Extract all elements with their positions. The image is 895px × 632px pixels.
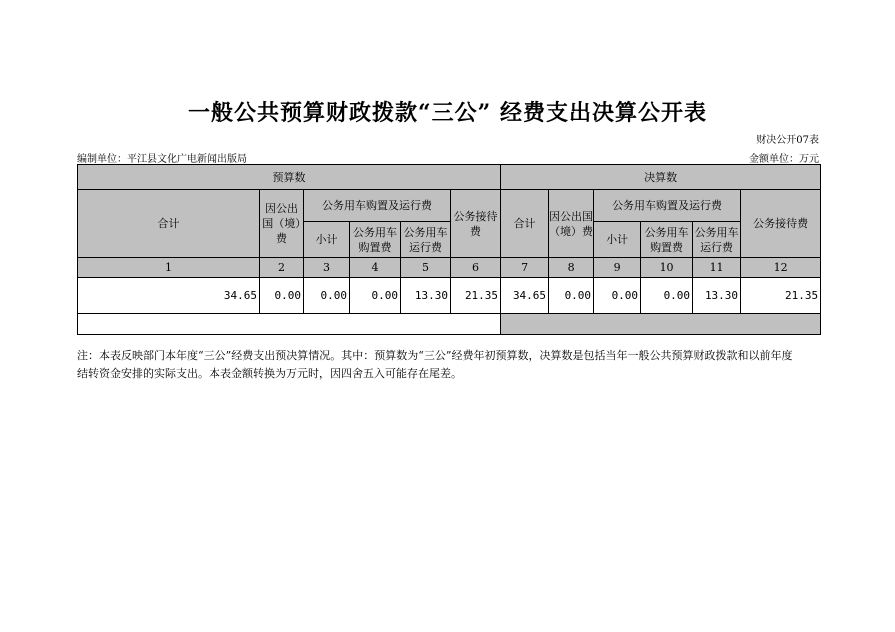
footnote: 注：本表反映部门本年度“三公”经费支出预决算情况。其中：预算数为“三公”经费年初预算数，决算数是包括当年一般公共预算财政拨款和以前年度结转资金安排的实际支出。本表金额转换为万元时，因四舍五入可能存在尾差。 bbox=[77, 349, 793, 380]
index-cell: 9 bbox=[594, 258, 641, 278]
blank-cell-final bbox=[501, 314, 821, 335]
index-cell: 5 bbox=[401, 258, 451, 278]
amount-unit: 金额单位：万元 bbox=[749, 154, 819, 165]
budget-reception-header: 公务接待费 bbox=[451, 190, 501, 258]
index-row bbox=[78, 258, 821, 278]
final-abroad-value: 0.00 bbox=[549, 278, 594, 314]
budget-operation-header: 公务用车运行费 bbox=[401, 222, 451, 258]
budget-group-header: 预算数 bbox=[78, 165, 501, 190]
budget-abroad-value: 0.00 bbox=[260, 278, 304, 314]
final-reception-value: 21.35 bbox=[741, 278, 821, 314]
final-purchase-value: 0.00 bbox=[641, 278, 693, 314]
index-cell: 4 bbox=[350, 258, 401, 278]
index-cell: 1 bbox=[78, 258, 260, 278]
final-group-header: 决算数 bbox=[501, 165, 821, 190]
budget-abroad-header: 因公出国（境）费 bbox=[260, 190, 304, 258]
final-total-value: 34.65 bbox=[501, 278, 549, 314]
budget-total-header: 合计 bbox=[78, 190, 260, 258]
form-code: 财决公开07表 bbox=[756, 135, 819, 146]
index-cell: 2 bbox=[260, 258, 304, 278]
index-cell: 12 bbox=[741, 258, 821, 278]
final-purchase-header: 公务用车购置费 bbox=[641, 222, 693, 258]
budget-subtotal-value: 0.00 bbox=[304, 278, 350, 314]
page-title: 一般公共预算财政拨款“三公” 经费支出决算公开表 bbox=[188, 100, 707, 126]
index-cell: 11 bbox=[693, 258, 741, 278]
index-cell: 6 bbox=[451, 258, 501, 278]
final-operation-value: 13.30 bbox=[693, 278, 741, 314]
index-cell: 8 bbox=[549, 258, 594, 278]
budget-subtotal-header: 小计 bbox=[304, 222, 350, 258]
budget-reception-value: 21.35 bbox=[451, 278, 501, 314]
final-subtotal-header: 小计 bbox=[594, 222, 641, 258]
final-vehicle-group-header: 公务用车购置及运行费 bbox=[594, 190, 741, 222]
index-cell: 3 bbox=[304, 258, 350, 278]
blank-row bbox=[78, 314, 821, 335]
final-abroad-header: 因公出国（境）费 bbox=[549, 190, 594, 258]
blank-cell-budget bbox=[78, 314, 501, 335]
data-row bbox=[78, 278, 821, 314]
final-subtotal-value: 0.00 bbox=[594, 278, 641, 314]
compile-unit: 编制单位：平江县文化广电新闻出版局 bbox=[77, 154, 247, 165]
budget-operation-value: 13.30 bbox=[401, 278, 451, 314]
index-cell: 7 bbox=[501, 258, 549, 278]
budget-total-value: 34.65 bbox=[78, 278, 260, 314]
final-total-header: 合计 bbox=[501, 190, 549, 258]
budget-vehicle-group-header: 公务用车购置及运行费 bbox=[304, 190, 451, 222]
final-operation-header: 公务用车运行费 bbox=[693, 222, 741, 258]
budget-purchase-value: 0.00 bbox=[350, 278, 401, 314]
budget-purchase-header: 公务用车购置费 bbox=[350, 222, 401, 258]
final-reception-header: 公务接待费 bbox=[741, 190, 821, 258]
expense-table bbox=[77, 164, 821, 335]
index-cell: 10 bbox=[641, 258, 693, 278]
